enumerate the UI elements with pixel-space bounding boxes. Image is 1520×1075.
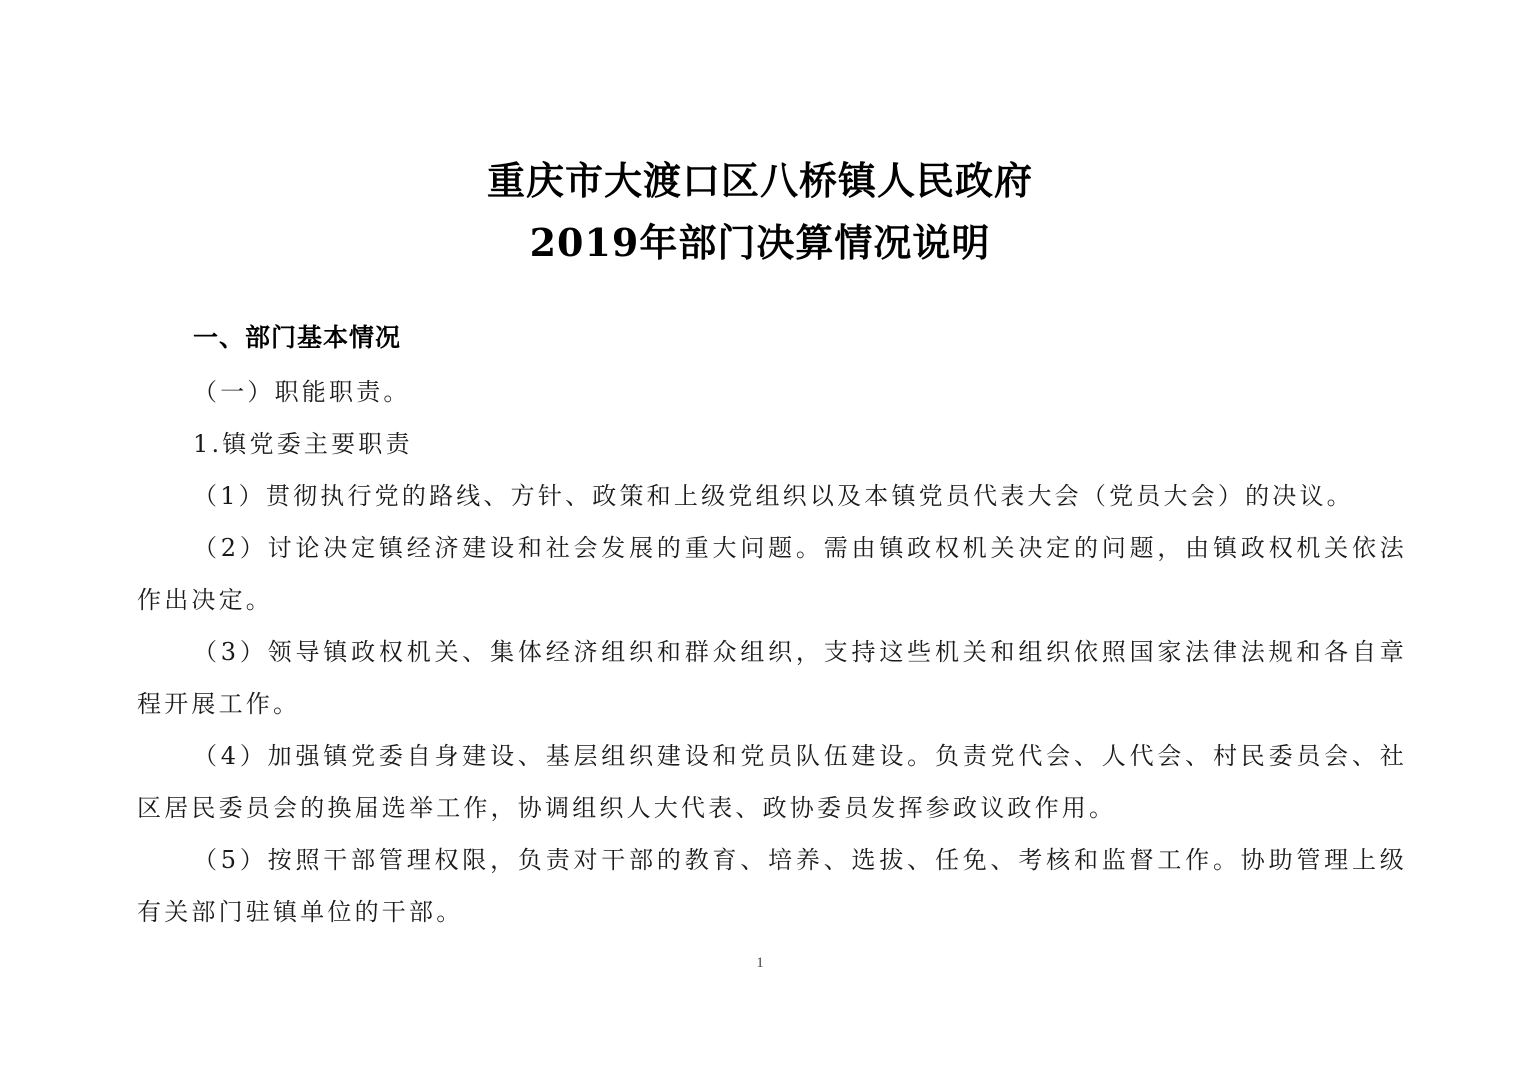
subsection-heading: （一）职能职责。 — [193, 378, 411, 406]
document-title-line2: 2019年部门决算情况说明 — [529, 220, 991, 265]
document-title-line1: 重庆市大渡口区八桥镇人民政府 — [486, 158, 1033, 203]
paragraph-4: （4）加强镇党委自身建设、基层组织建设和党员队伍建设。负责党代会、人代会、村民委员会、社区居民委员会的换届选举工作，协调组织人大代表、政协委员发挥参政议政作用。 — [137, 742, 1407, 822]
document-body — [137, 366, 1407, 938]
paragraph-1: （1）贯彻执行党的路线、方针、政策和上级党组织以及本镇党员代表大会（党员大会）的决议。 — [193, 482, 1354, 510]
paragraph-3: （3）领导镇政权机关、集体经济组织和群众组织，支持这些机关和组织依照国家法律法规和各自章程开展工作。 — [137, 638, 1407, 718]
page-number: 1 — [756, 955, 764, 971]
item-heading: 1.镇党委主要职责 — [193, 430, 413, 458]
paragraph-2: （2）讨论决定镇经济建设和社会发展的重大问题。需由镇政权机关决定的问题，由镇政权机关依法作出决定。 — [137, 534, 1407, 614]
section-heading: 一、部门基本情况 — [193, 323, 402, 352]
paragraph-5: （5）按照干部管理权限，负责对干部的教育、培养、选拔、任免、考核和监督工作。协助管理上级有关部门驻镇单位的干部。 — [137, 846, 1407, 926]
